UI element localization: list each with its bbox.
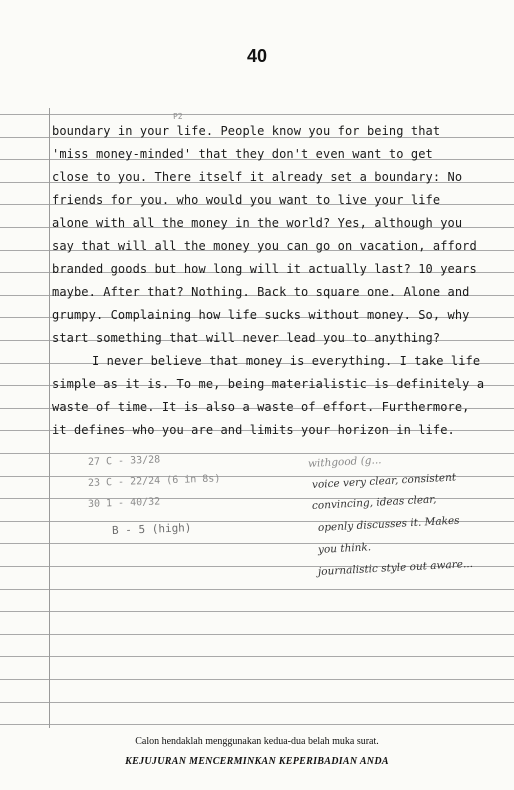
margin-line bbox=[49, 108, 50, 728]
essay-line: maybe. After that? Nothing. Back to square one. Alone and bbox=[52, 285, 470, 299]
ruled-line bbox=[0, 634, 514, 635]
essay-line: friends for you. who would you want to live your life bbox=[52, 193, 441, 207]
score-row: 23 C - 22/24 (6 in 8s) bbox=[87, 473, 221, 489]
paragraph-mark: P2 bbox=[172, 111, 183, 121]
essay-line: waste of time. It is also a waste of effort. Furthermore, bbox=[52, 400, 470, 414]
essay-line: grumpy. Complaining how life sucks without money. So, why bbox=[52, 308, 470, 322]
examiner-comment: openly discusses it. Makes bbox=[317, 514, 460, 534]
ruled-line bbox=[0, 656, 514, 657]
examiner-comment: you think. bbox=[317, 541, 372, 556]
essay-line: start something that will never lead you to anything? bbox=[52, 331, 441, 345]
ruled-line bbox=[0, 611, 514, 612]
ruled-line bbox=[0, 589, 514, 590]
essay-line: alone with all the money in the world? Yes, although you bbox=[52, 216, 463, 230]
ruled-line bbox=[0, 453, 514, 454]
footer-motto: KEJUJURAN MENCERMINKAN KEPERIBADIAN ANDA bbox=[125, 756, 389, 767]
score-row: 30 1 - 40/32 bbox=[87, 496, 161, 510]
essay-line: simple as it is. To me, being materialistic is definitely a bbox=[52, 377, 485, 391]
footer-instruction: Calon hendaklah menggunakan kedua-dua belah muka surat. bbox=[135, 736, 379, 747]
page-number: 40 bbox=[246, 46, 268, 66]
essay-line: branded goods but how long will it actually last? 10 years bbox=[52, 262, 477, 276]
essay-line: I never believe that money is everything. I take life bbox=[92, 354, 481, 368]
essay-line: 'miss money-minded' that they don't even want to get bbox=[52, 147, 433, 161]
score-row: 27 C - 33/28 bbox=[87, 454, 161, 468]
examiner-comment: convincing, ideas clear, bbox=[311, 493, 437, 512]
ruled-line bbox=[0, 679, 514, 680]
essay-line: boundary in your life. People know you for being that bbox=[52, 124, 441, 138]
examiner-comment: voice very clear, consistent bbox=[311, 471, 457, 491]
essay-line: it defines who you are and limits your horizon in life. bbox=[52, 423, 455, 437]
ruled-line bbox=[0, 702, 514, 703]
grade-mark: B - 5 (high) bbox=[111, 521, 192, 537]
essay-line: say that will all the money you can go on vacation, afford bbox=[52, 239, 477, 253]
ruled-line bbox=[0, 724, 514, 725]
ruled-line bbox=[0, 498, 514, 499]
essay-line: close to you. There itself it already set a boundary: No bbox=[52, 170, 463, 184]
ruled-line bbox=[0, 114, 514, 115]
examiner-comment: withgood (g... bbox=[307, 454, 382, 470]
examiner-comment: journalistic style out aware... bbox=[317, 557, 474, 578]
ruled-line bbox=[0, 543, 514, 544]
